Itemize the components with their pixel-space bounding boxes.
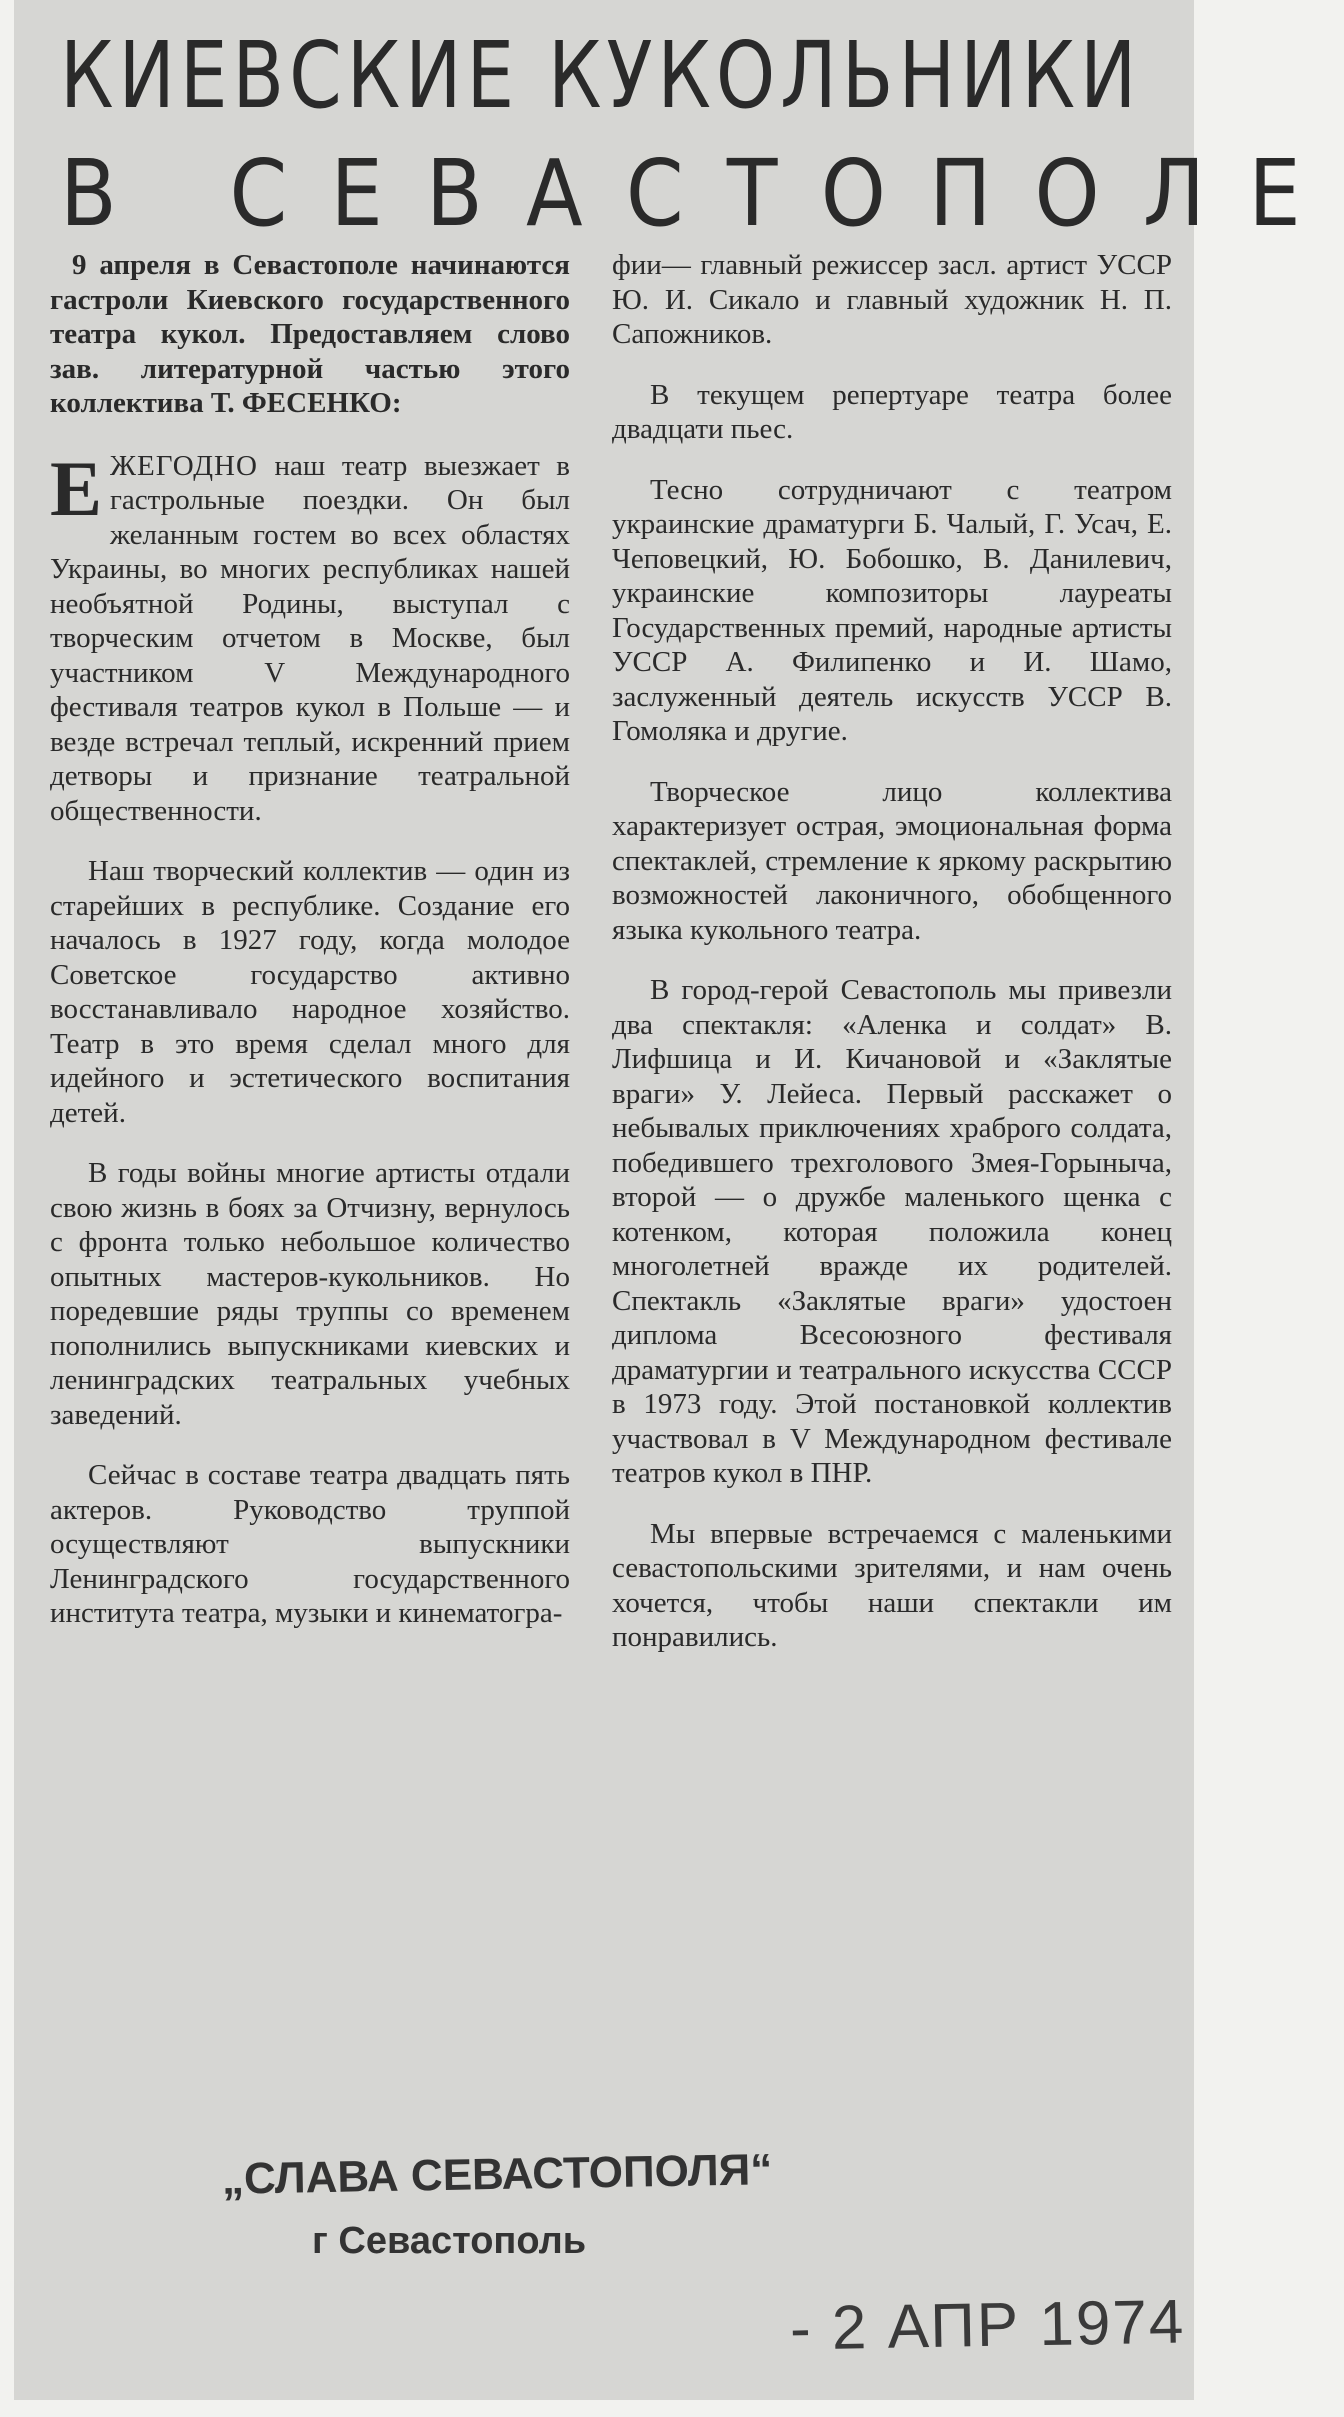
drop-cap: Е bbox=[50, 444, 103, 532]
article-paragraph-7: Тесно сотрудничают с театром украинские драматурги Б. Чалый, Г. Усач, Е. Чеповецкий, Ю. Бобошко, В. Данилевич, украинские композиторы лауреаты Государственных премий, народные артисты УССР А. Филипенко и И. Шамо, заслуженный деятель искусств УССР В. Гомоляка и другие. bbox=[612, 473, 1172, 747]
article-paragraph-6: В текущем репертуаре театра более двадцати пьес. bbox=[612, 378, 1172, 445]
article-paragraph-5: фии— главный режиссер засл. артист УССР Ю. И. Сикало и главный художник Н. П. Сапожников. bbox=[612, 249, 1172, 350]
paragraph-text: наш театр выезжает в гастрольные поездки. Он был желанным гостем во всех областях Украины, во многих республиках нашей необъятной Родины, выступал с творческим отчетом в Москве, был участником V Международного фестиваля театров кукол в Польше — и везде встречал теплый, искренний прием детворы и признание театральной общественности. bbox=[50, 449, 571, 827]
article-paragraph-4: Сейчас в составе театра двадцать пять актеров. Руководство труппой осуществляют выпускники Ленинградского государственного института театра, музыки и кинематогра- bbox=[50, 1459, 570, 1629]
article-paragraph-10: Мы впервые встречаемся с маленькими севастопольскими зрителями, и нам очень хочется, чтобы наши спектакли им понравились. bbox=[612, 1517, 1172, 1653]
lead-paragraph: 9 апреля в Севастополе начинаются гастроли Киевского государственного театра кукол. Предоставляем слово зав. литературной частью этого коллектива Т. ФЕСЕНКО: bbox=[50, 249, 570, 419]
newspaper-city-stamp: г Севастополь bbox=[312, 2220, 587, 2262]
headline-line1: КИЕВСКИЕ КУКОЛЬНИКИ bbox=[60, 22, 1142, 129]
drop-cap-word: ЖЕГОДНО bbox=[110, 449, 258, 482]
article-paragraph-1 bbox=[50, 444, 571, 829]
newspaper-source-stamp: „СЛАВА СЕВАСТОПОЛЯ“ bbox=[221, 2145, 773, 2204]
article-column-left bbox=[50, 248, 570, 1657]
date-stamp: - 2 АПР 1974 bbox=[789, 2287, 1186, 2364]
headline-line2: В СЕВАСТОПОЛЕ bbox=[60, 140, 1344, 247]
article-paragraph-3: В годы войны многие артисты отдали свою жизнь в боях за Отчизну, вернулось с фронта только небольшое количество опытных мастеров-кукольников. Но поредевшие ряды труппы со временем пополнились выпускниками киевских и ленинградских театральных учебных заведений. bbox=[50, 1157, 570, 1431]
article-paragraph-8: Творческое лицо коллектива характеризует острая, эмоциональная форма спектаклей, стремление к яркому раскрытию возможностей лаконичного, обобщенного языка кукольного театра. bbox=[612, 775, 1172, 946]
article-column-right bbox=[612, 248, 1172, 1681]
article-paragraph-9: В город-герой Севастополь мы привезли два спектакля: «Аленка и солдат» В. Лифшица и И. Кичановой и «Заклятые враги» У. Лейеса. Первый расскажет о небывалых приключениях храброго солдата, победившего трехголового Змея-Горыныча, второй — о дружбе маленького щенка с котенком, которая положила конец многолетней вражде их родителей. Спектакль «Заклятые враги» удостоен диплома Всесоюзного фестиваля драматургии и театрального искусства СССР в 1973 году. Этой постановкой коллектив участвовал в V Международном фестивале театров кукол в ПНР. bbox=[612, 974, 1172, 1489]
article-paragraph-2: Наш творческий коллектив — один из старейших в республике. Создание его началось в 1927 году, когда молодое Советское государство активно восстанавливало народное хозяйство. Театр в это время сделал много для идейного и эстетического воспитания детей. bbox=[50, 855, 570, 1129]
